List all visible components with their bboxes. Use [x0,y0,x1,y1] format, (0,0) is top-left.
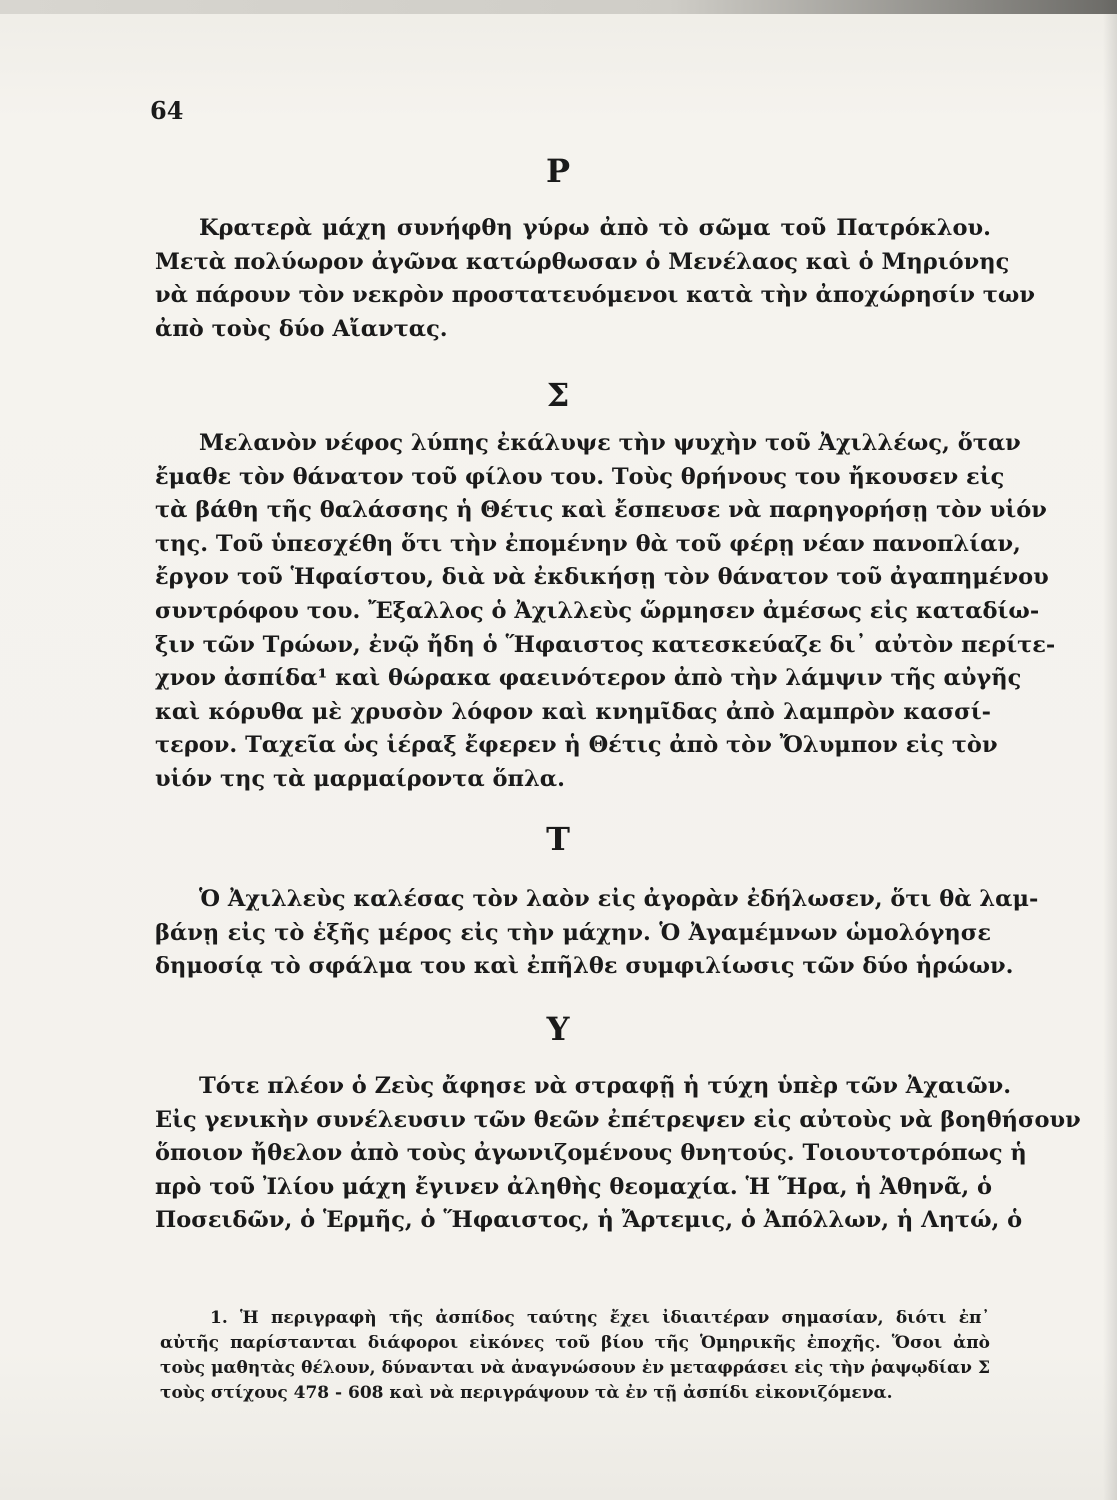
section-sigma-text [155,427,1056,797]
section-letter-rho: Ρ [545,152,572,190]
footnote-line: τοὺς μαθητὰς θέλουν, δύνανται νὰ ἀναγνώσουν ἐν μεταφράσει εἰς τὴν ῥαψῳδίαν Σ [160,1358,990,1378]
footnote-line: αὐτῆς παρίστανται διάφοροι εἰκόνες τοῦ βίου τῆς Ὁμηρικῆς ἐποχῆς. Ὅσοι ἀπὸ [160,1333,990,1353]
section-letter-sigma: Σ [546,376,571,414]
text-line: τὰ βάθη τῆς θαλάσσης ἡ Θέτις καὶ ἔσπευσε νὰ παρηγορήσῃ τὸν υἱόν [155,497,1047,524]
text-line: ἔμαθε τὸν θάνατον τοῦ φίλου του. Τοὺς θρήνους του ἤκουσεν εἰς [155,463,1005,490]
scan-edge-right [1103,0,1117,1500]
section-letter-tau: Τ [546,820,571,858]
text-line: τερον. Ταχεῖα ὡς ἱέραξ ἔφερεν ἡ Θέτις ἀπὸ τὸν Ὄλυμπον εἰς τὸν [155,732,998,759]
scan-edge-top [0,0,1117,14]
section-upsilon-text [155,1070,1081,1238]
text-line: Εἰς γενικὴν συνέλευσιν τῶν θεῶν ἐπέτρεψεν εἰς αὐτοὺς νὰ βοηθήσουν [155,1106,1081,1133]
text-line: πρὸ τοῦ Ἰλίου μάχη ἔγινεν ἀληθὴς θεομαχία. Ἡ Ἥρα, ἡ Ἀθηνᾶ, ὁ [155,1173,992,1200]
text-line: καὶ κόρυθα μὲ χρυσὸν λόφον καὶ κνημῖδας ἀπὸ λαμπρὸν κασσί- [155,698,991,725]
text-line: χνον ἀσπίδα¹ καὶ θώρακα φαεινότερον ἀπὸ τὴν λάμψιν τῆς αὐγῆς [155,665,1022,692]
text-line: συντρόφου του. Ἔξαλλος ὁ Ἀχιλλεὺς ὥρμησεν ἀμέσως εἰς καταδίω- [155,597,1040,624]
section-letter-upsilon: Υ [546,1010,571,1048]
text-line: Μελανὸν νέφος λύπης ἐκάλυψε τὴν ψυχὴν τοῦ Ἀχιλλέως, ὅταν [199,430,1021,456]
text-line: Μετὰ πολύωρον ἀγῶνα κατώρθωσαν ὁ Μενέλαος καὶ ὁ Μηριόνης [155,248,1010,275]
page-number: 64 [150,96,184,125]
text-line: ἔργον τοῦ Ἡφαίστου, διὰ νὰ ἐκδικήσῃ τὸν θάνατον τοῦ ἀγαπημένου [155,564,1049,591]
text-line: ὅποιον ἤθελον ἀπὸ τοὺς ἀγωνιζομένους θνητούς. Τοιουτοτρόπως ἡ [155,1140,1027,1167]
text-line: ἀπὸ τοὺς δύο Αἴαντας. [155,315,448,342]
text-line: Τότε πλέον ὁ Ζεὺς ἄφησε νὰ στραφῇ ἡ τύχη ὑπὲρ τῶν Ἀχαιῶν. [199,1073,1012,1099]
footnote-line: τοὺς στίχους 478 - 608 καὶ νὰ περιγράψουν τὰ ἐν τῇ ἀσπίδι εἰκονιζόμενα. [160,1383,893,1403]
text-line: βάνῃ εἰς τὸ ἑξῆς μέρος εἰς τὴν μάχην. Ὁ Ἀγαμέμνων ὡμολόγησε [155,919,991,946]
text-line: δημοσίᾳ τὸ σφάλμα του καὶ ἐπῆλθε συμφιλίωσις τῶν δύο ἡρώων. [155,953,1014,980]
text-line: Ὁ Ἀχιλλεὺς καλέσας τὸν λαὸν εἰς ἀγορὰν ἐδήλωσεν, ὅτι θὰ λαμ- [199,886,1039,912]
text-line: Κρατερὰ μάχη συνήφθη γύρω ἀπὸ τὸ σῶμα τοῦ Πατρόκλου. [199,215,991,241]
section-rho-text [155,212,1035,346]
text-line: νὰ πάρουν τὸν νεκρὸν προστατευόμενοι κατὰ τὴν ἀποχώρησίν των [155,282,1035,309]
text-line: ξιν τῶν Τρώων, ἐνῷ ἤδη ὁ Ἥφαιστος κατεσκεύαζε δι᾽ αὐτὸν περίτε- [155,631,1056,658]
text-line: της. Τοῦ ὑπεσχέθη ὅτι τὴν ἐπομένην θὰ τοῦ φέρῃ νέαν πανοπλίαν, [155,530,1021,557]
footnote [160,1306,990,1406]
footnote-line: 1. Ἡ περιγραφὴ τῆς ἀσπίδος ταύτης ἔχει ἰδιαιτέραν σημασίαν, διότι ἐπ᾽ [210,1308,990,1328]
section-tau-text [155,883,1039,984]
text-line: Ποσειδῶν, ὁ Ἑρμῆς, ὁ Ἥφαιστος, ἡ Ἄρτεμις, ὁ Ἀπόλλων, ἡ Λητώ, ὁ [155,1207,1023,1234]
text-line: υἱόν της τὰ μαρμαίροντα ὅπλα. [155,765,565,792]
